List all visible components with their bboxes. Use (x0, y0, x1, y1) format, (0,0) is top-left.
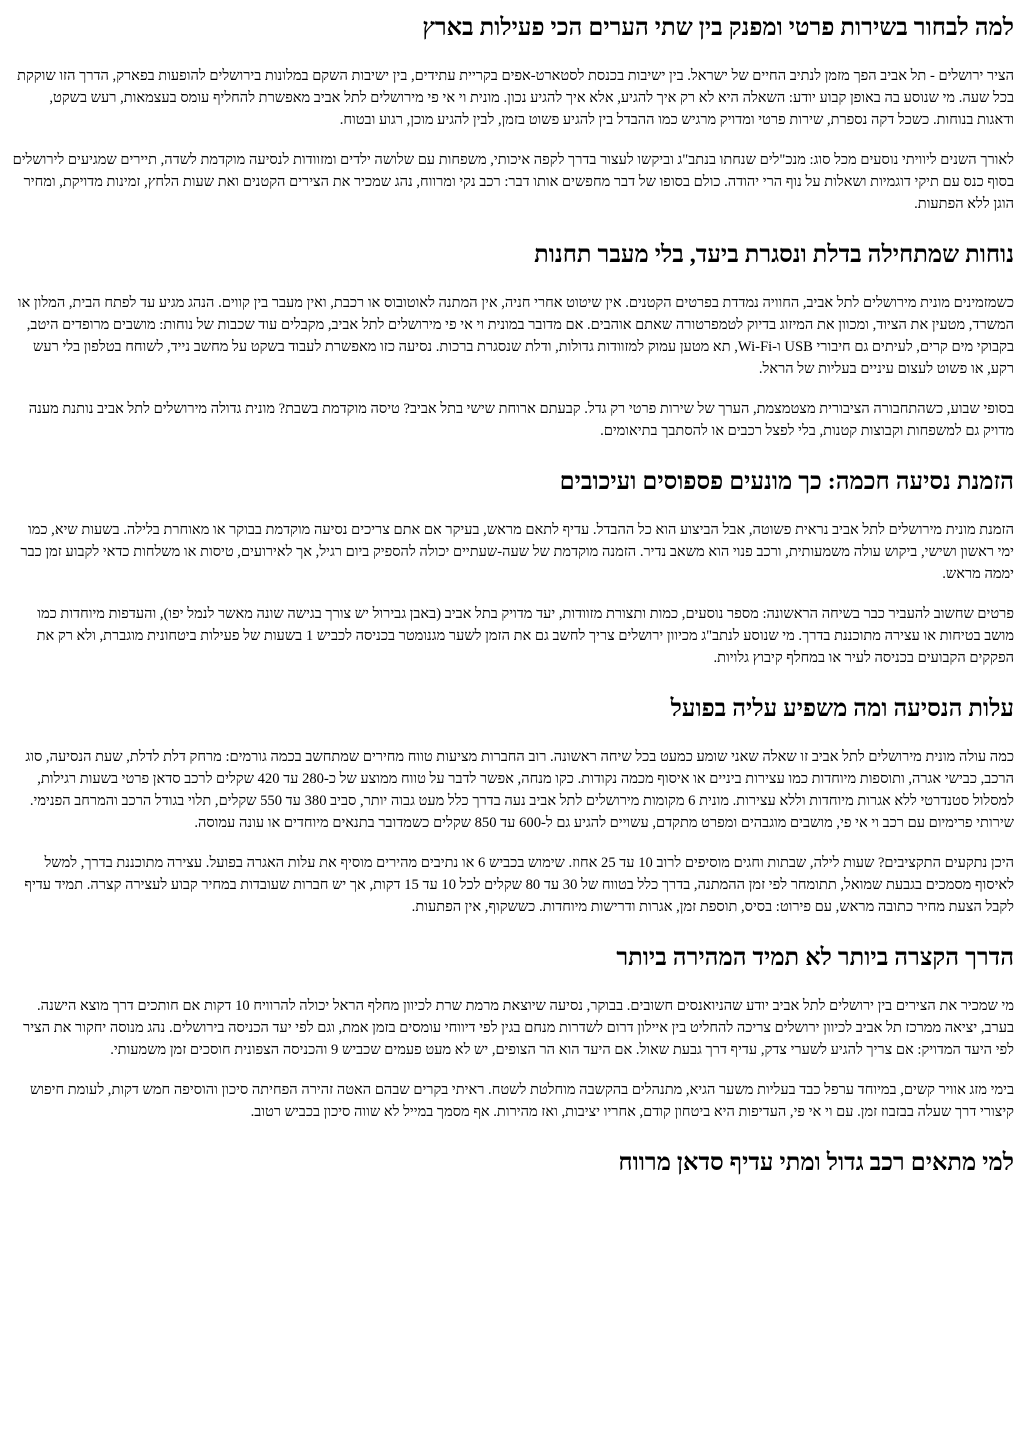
section-heading: הזמנת נסיעה חכמה: כך מונעים פספוסים ועיכובים (559, 469, 1014, 495)
section-smart-booking (12, 467, 1014, 669)
paragraph: היכן נתקעים התקציבים? שעות לילה, שבתות וחגים מוסיפים לרוב 10 עד 25 אחוז. שימוש בכביש 6 או נתיבים מהירים מוסיף את עלות האגרה בפועל. עצירה מתוכננת בדרך, למשל לאיסוף מסמכים בגבעת שמואל, תתומחר לפי זמן ההמתנה, בדרך כלל בטווח של 30 עד 80 שקלים לכל 10 עד 15 דקות, אך יש חברות שעובדות במחיר קבוע לעצירה קצרה. תמיד עדיף לקבל הצעת מחיר כתובה מראש, עם פירוט: בסיס, תוספת זמן, אגרות ודרישות מיוחדות. כששקוף, אין הפתעות. (24, 855, 1014, 915)
paragraph: כמה עולה מונית מירושלים לתל אביב זו שאלה שאני שומע כמעט בכל שיחה ראשונה. רוב החברות מציעות טווח מחירים שמתחשב בכמה גורמים: מרחק דלת לדלת, שעת הנסיעה, סוג הרכב, כבישי אגרה, ותוספות מיוחדות כמו עצירות ביניים או איסוף מכמה נקודות. כקו מנחה, אפשר לדבר על טווח ממוצע של כ-280 עד 420 שקלים לרכב סדאן פרטי בשעות רגילות, למסלול סטנדרטי ללא אגרות מיוחדות וללא עצירות. מונית 6 מקומות מירושלים לתל אביב נעה בדרך כלל מעט גבוה יותר, סביב 380 עד 550 שקלים, תלוי בגודל הרכב והמרחב הפנימי. שירותי פרימיום עם רכב וי אי פי, מושבים מוגבהים ומפרט מתקדם, עשויים להגיע גם ל-600 עד 850 שקלים כשמדובר בתנאים מיוחדים או עונה עמוסה. (25, 749, 1014, 831)
paragraph: הציר ירושלים - תל אביב הפך מזמן לנתיב החיים של ישראל. בין ישיבות בכנסת לסטארט-אפים בקריית עתידים, בין ישיבות השקם במלונות בירושלים להופעות בפארק, הדרך הזו שוקקת בכל שעה. מי שנוסע בה באופן קבוע יודע: השאלה היא לא רק איך להגיע, אלא איך להגיע נכון. מונית וי אי פי מירושלים לתל אביב מאפשרת להחליף עומס בעצמאות, רעש בשקט, ודאגות בנוחות. כשכל דקה נספרת, שירות פרטי ומדויק מרגיש כמו ההבדל בין להגיע פשוט בזמן, לבין להגיע מוכן, רגוע ובטוח. (17, 68, 1014, 128)
section-ride-cost (12, 694, 1014, 918)
section-heading: הדרך הקצרה ביותר לא תמיד המהירה ביותר (616, 945, 1014, 971)
section-heading: למה לבחור בשירות פרטי ומפנק בין שתי הערים הכי פעילות בארץ (422, 15, 1014, 41)
paragraph: כשמזמינים מונית מירושלים לתל אביב, החוויה נמדדת בפרטים הקטנים. אין שיטוט אחרי חניה, אין המתנה לאוטובוס או רכבת, ואין מעבר בין קווים. הנהג מגיע עד לפתח הבית, המלון או המשרד, מטעין את הציוד, ומכוון את המיזוג בדיוק לטמפרטורה שאתם אוהבים. אם מדובר במונית וי אי פי מירושלים לתל אביב, מקבלים עוד שכבות של נוחות: מושבים מרופדים היטב, בקבוקי מים קרים, לעיתים גם חיבורי USB ו-Wi-Fi, תא מטען עמוק למזוודות גדולות, ודלת שנסגרת ברכות. נסיעה כזו מאפשרת לעבוד בשקט על מחשב נייד, לשוחח בטלפון בלי רעש רקע, או פשוט לעצום עיניים בעליות של הראל. (17, 295, 1014, 377)
paragraph: לאורך השנים ליוויתי נוסעים מכל סוג: מנכ"לים שנחתו בנתב"ג וביקשו לעצור בדרך לקפה איכותי, משפחות עם שלושה ילדים ומזוודות לנסיעה מוקדמת לשדה, תיירים שמגיעים לירושלים בסוף כנס עם תיקי דוגמיות ושאלות על נוף הרי יהודה. כולם בסופו של דבר מחפשים אותו דבר: רכב נקי ומרווח, נהג שמכיר את הצירים הקטנים ואת שעות הלחץ, זמינות מדויקת, ומחיר הוגן ללא הפתעות. (12, 152, 1014, 212)
section-why-private-service (12, 13, 1014, 215)
paragraph: פרטים שחשוב להעביר כבר בשיחה הראשונה: מספר נוסעים, כמות ותצורת מזוודות, יעד מדויק בתל אביב (באבן גבירול יש צורך בגישה שונה מאשר לנמל יפו), והעדפות מיוחדות כמו מושב בטיחות או עצירה מתוכננת בדרך. מי שנוסע לנתב"ג מכיוון ירושלים צריך לחשב גם את הזמן לשער מגנומטר בכניסה לכביש 1 בשעות של פעילות ביטחונית מוגברת, ולא רק את הפקקים הקבועים בכניסה לעיר או במחלף קיבוץ גלויות. (36, 606, 1014, 666)
paragraph: בימי מזג אוויר קשים, במיוחד ערפל כבד בעליות משער הגיא, מתנהלים בהקשבה מוחלטת לשטח. ראיתי בקרים שבהם האטה זהירה הפחיתה סיכון והוסיפה חמש דקות, לעומת חיפוש קיצורי דרך שעלה בבזבוז זמן. עם וי אי פי, העדיפות היא ביטחון קודם, אחריו יציבות, ואז מהירות. אף מסמך במייל לא שווה סיכון בכביש רטוב. (29, 1082, 1014, 1120)
paragraph: הזמנת מונית מירושלים לתל אביב נראית פשוטה, אבל הביצוע הוא כל ההבדל. עדיף לתאם מראש, בעיקר אם אתם צריכים נסיעה מוקדמת בבוקר או מאוחרת בלילה. בשעות שיא, כמו ימי ראשון ושישי, ביקוש עולה משמעותית, ורכב פנוי הוא משאב נדיר. הזמנה מוקדמת של שעה-שעתיים יכולה להספיק ביום רגיל, אך לאירועים, טיסות או משלחות כדאי לקבוע זמן כבר יממה מראש. (20, 522, 1014, 582)
section-heading: עלות הנסיעה ומה משפיע עליה בפועל (670, 696, 1014, 722)
section-heading: למי מתאים רכב גדול ומתי עדיף סדאן מרווח (618, 1150, 1014, 1176)
section-shortest-route (12, 943, 1014, 1123)
paragraph: בסופי שבוע, כשהתחבורה הציבורית מצטמצמת, הערך של שירות פרטי רק גדל. קבעתם ארוחת שישי בתל אביב? טיסה מוקדמת בשבת? מונית גדולה מירושלים לתל אביב נותנת מענה מדויק גם למשפחות וקבוצות קטנות, בלי לפצל רכבים או להסתבך בתיאומים. (28, 401, 1014, 439)
section-heading: נוחות שמתחילה בדלת ונסגרת ביעד, בלי מעבר תחנות (534, 242, 1014, 268)
section-door-to-door-comfort (12, 240, 1014, 442)
section-large-vehicle-vs-sedan (12, 1148, 1014, 1178)
paragraph: מי שמכיר את הצירים בין ירושלים לתל אביב יודע שהניואנסים חשובים. בבוקר, נסיעה שיוצאת מרמת שרת לכיוון מחלף הראל יכולה להרוויח 10 דקות אם חותכים דרך מוצא הישנה. בערב, יציאה ממרכז תל אביב לכיוון ירושלים צריכה להחליט בין איילון דרום לשדרות מנחם בגין לפי דיווחי עומסים בזמן אמת, וגם לפי יעד הכניסה בירושלים. נהג מנוסה יחקור את הציר לפי היעד המדויק: אם צריך להגיע לשערי צדק, עדיף דרך גבעת שאול. אם היעד הוא הר הצופים, יש לא מעט פעמים שכביש 9 והכניסה הצפונית חוסכים זמן משמעותי. (23, 998, 1014, 1058)
